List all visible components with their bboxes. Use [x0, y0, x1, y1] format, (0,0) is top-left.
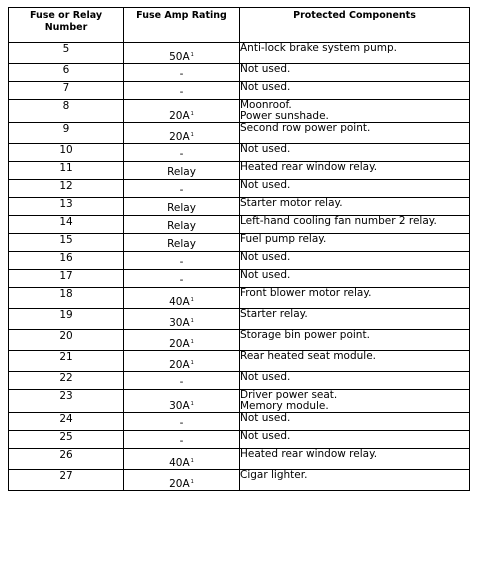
cell-protected-components — [240, 180, 470, 198]
cell-fuse-number: 12 — [9, 180, 124, 198]
component-line: Not used. — [240, 179, 291, 191]
cell-protected-components — [240, 372, 470, 390]
cell-amp-rating — [124, 309, 240, 330]
component-line: Not used. — [240, 63, 291, 75]
cell-protected-components — [240, 351, 470, 372]
footnote-marker: 1 — [190, 296, 194, 303]
cell-fuse-number: 27 — [9, 470, 124, 491]
cell-fuse-number: 8 — [9, 100, 124, 123]
cell-fuse-number: 24 — [9, 413, 124, 431]
table-row — [9, 144, 470, 162]
table-row — [9, 180, 470, 198]
cell-amp-rating — [124, 413, 240, 431]
table-row — [9, 198, 470, 216]
amp-rating-value: Relay — [167, 166, 196, 178]
amp-rating-value: - — [179, 86, 184, 98]
table-row — [9, 216, 470, 234]
amp-rating-value: Relay — [167, 202, 196, 214]
table-row — [9, 470, 470, 491]
cell-fuse-number: 14 — [9, 216, 124, 234]
cell-amp-rating — [124, 180, 240, 198]
amp-rating-value: 30A — [169, 317, 190, 329]
component-line: Storage bin power point. — [240, 329, 370, 341]
cell-protected-components — [240, 309, 470, 330]
header-number: Fuse or Relay Number — [9, 8, 124, 43]
component-line: Not used. — [240, 269, 291, 281]
component-line: Starter relay. — [240, 308, 308, 320]
table-row — [9, 123, 470, 144]
amp-rating-value: - — [179, 184, 184, 196]
cell-fuse-number: 11 — [9, 162, 124, 180]
component-line: Moonroof. — [240, 99, 292, 111]
footnote-marker: 1 — [190, 51, 194, 58]
component-line: Fuel pump relay. — [240, 233, 327, 245]
cell-protected-components — [240, 449, 470, 470]
amp-rating-value: 20A — [169, 359, 190, 371]
cell-protected-components — [240, 252, 470, 270]
component-line: Heated rear window relay. — [240, 448, 378, 460]
cell-fuse-number: 5 — [9, 43, 124, 64]
component-line: Left-hand cooling fan number 2 relay. — [240, 215, 437, 227]
cell-protected-components — [240, 234, 470, 252]
cell-amp-rating — [124, 123, 240, 144]
component-line: Not used. — [240, 371, 291, 383]
component-line: Memory module. — [240, 400, 329, 412]
cell-protected-components — [240, 100, 470, 123]
table-row — [9, 390, 470, 413]
cell-protected-components — [240, 82, 470, 100]
cell-fuse-number: 17 — [9, 270, 124, 288]
cell-fuse-number: 16 — [9, 252, 124, 270]
footnote-marker: 1 — [190, 478, 194, 485]
cell-protected-components — [240, 144, 470, 162]
cell-amp-rating — [124, 162, 240, 180]
cell-protected-components — [240, 123, 470, 144]
amp-rating-value: - — [179, 417, 184, 429]
amp-rating-value: 20A — [169, 338, 190, 350]
footnote-marker: 1 — [190, 131, 194, 138]
table-row — [9, 351, 470, 372]
component-line: Front blower motor relay. — [240, 287, 372, 299]
cell-fuse-number: 22 — [9, 372, 124, 390]
cell-protected-components — [240, 413, 470, 431]
table-row — [9, 252, 470, 270]
component-line: Cigar lighter. — [240, 469, 308, 481]
cell-fuse-number: 9 — [9, 123, 124, 144]
footnote-marker: 1 — [190, 457, 194, 464]
cell-protected-components — [240, 270, 470, 288]
header-rating: Fuse Amp Rating — [124, 8, 240, 43]
amp-rating-value: - — [179, 256, 184, 268]
amp-rating-value: Relay — [167, 238, 196, 250]
cell-fuse-number: 20 — [9, 330, 124, 351]
cell-amp-rating — [124, 431, 240, 449]
table-row — [9, 449, 470, 470]
amp-rating-value: Relay — [167, 220, 196, 232]
component-line: Not used. — [240, 143, 291, 155]
amp-rating-value: 30A — [169, 400, 190, 412]
table-row — [9, 413, 470, 431]
cell-amp-rating — [124, 144, 240, 162]
component-line: Starter motor relay. — [240, 197, 343, 209]
footnote-marker: 1 — [190, 110, 194, 117]
table-row — [9, 270, 470, 288]
cell-protected-components — [240, 198, 470, 216]
amp-rating-value: - — [179, 68, 184, 80]
cell-protected-components — [240, 390, 470, 413]
table-row — [9, 82, 470, 100]
component-line: Not used. — [240, 251, 291, 263]
table-row — [9, 431, 470, 449]
cell-amp-rating — [124, 64, 240, 82]
component-line: Driver power seat. — [240, 389, 338, 401]
amp-rating-value: - — [179, 148, 184, 160]
cell-fuse-number: 23 — [9, 390, 124, 413]
cell-protected-components — [240, 288, 470, 309]
table-row — [9, 64, 470, 82]
cell-protected-components — [240, 431, 470, 449]
header-components: Protected Components — [240, 8, 470, 43]
cell-amp-rating — [124, 43, 240, 64]
component-line: Heated rear window relay. — [240, 161, 378, 173]
table-row — [9, 288, 470, 309]
table-row — [9, 100, 470, 123]
amp-rating-value: - — [179, 435, 184, 447]
footnote-marker: 1 — [190, 317, 194, 324]
amp-rating-value: 20A — [169, 131, 190, 143]
cell-amp-rating — [124, 330, 240, 351]
cell-fuse-number: 7 — [9, 82, 124, 100]
cell-amp-rating — [124, 216, 240, 234]
footnote-marker: 1 — [190, 359, 194, 366]
cell-fuse-number: 10 — [9, 144, 124, 162]
amp-rating-value: 40A — [169, 296, 190, 308]
cell-amp-rating — [124, 82, 240, 100]
component-line: Second row power point. — [240, 122, 371, 134]
cell-amp-rating — [124, 449, 240, 470]
amp-rating-value: 20A — [169, 110, 190, 122]
component-line: Rear heated seat module. — [240, 350, 377, 362]
cell-fuse-number: 21 — [9, 351, 124, 372]
cell-protected-components — [240, 216, 470, 234]
cell-amp-rating — [124, 270, 240, 288]
table-row — [9, 330, 470, 351]
cell-protected-components — [240, 162, 470, 180]
cell-amp-rating — [124, 372, 240, 390]
cell-amp-rating — [124, 100, 240, 123]
cell-fuse-number: 19 — [9, 309, 124, 330]
footnote-marker: 1 — [190, 338, 194, 345]
table-body — [9, 43, 470, 491]
cell-amp-rating — [124, 198, 240, 216]
component-line: Power sunshade. — [240, 110, 329, 122]
amp-rating-value: 20A — [169, 478, 190, 490]
cell-amp-rating — [124, 470, 240, 491]
cell-amp-rating — [124, 390, 240, 413]
component-line: Not used. — [240, 412, 291, 424]
cell-amp-rating — [124, 252, 240, 270]
amp-rating-value: - — [179, 376, 184, 388]
component-line: Anti-lock brake system pump. — [240, 42, 397, 54]
cell-amp-rating — [124, 351, 240, 372]
cell-amp-rating — [124, 288, 240, 309]
amp-rating-value: 50A — [169, 51, 190, 63]
cell-fuse-number: 6 — [9, 64, 124, 82]
amp-rating-value: 40A — [169, 457, 190, 469]
component-line: Not used. — [240, 81, 291, 93]
cell-protected-components — [240, 64, 470, 82]
table-header-row — [9, 8, 470, 43]
table-row — [9, 43, 470, 64]
cell-fuse-number: 18 — [9, 288, 124, 309]
cell-fuse-number: 13 — [9, 198, 124, 216]
cell-protected-components — [240, 330, 470, 351]
fuse-table — [8, 7, 470, 491]
table-row — [9, 309, 470, 330]
cell-protected-components — [240, 43, 470, 64]
cell-fuse-number: 25 — [9, 431, 124, 449]
cell-protected-components — [240, 470, 470, 491]
footnote-marker: 1 — [190, 400, 194, 407]
table-row — [9, 234, 470, 252]
cell-fuse-number: 26 — [9, 449, 124, 470]
cell-fuse-number: 15 — [9, 234, 124, 252]
component-line: Not used. — [240, 430, 291, 442]
table-row — [9, 162, 470, 180]
amp-rating-value: - — [179, 274, 184, 286]
table-row — [9, 372, 470, 390]
cell-amp-rating — [124, 234, 240, 252]
